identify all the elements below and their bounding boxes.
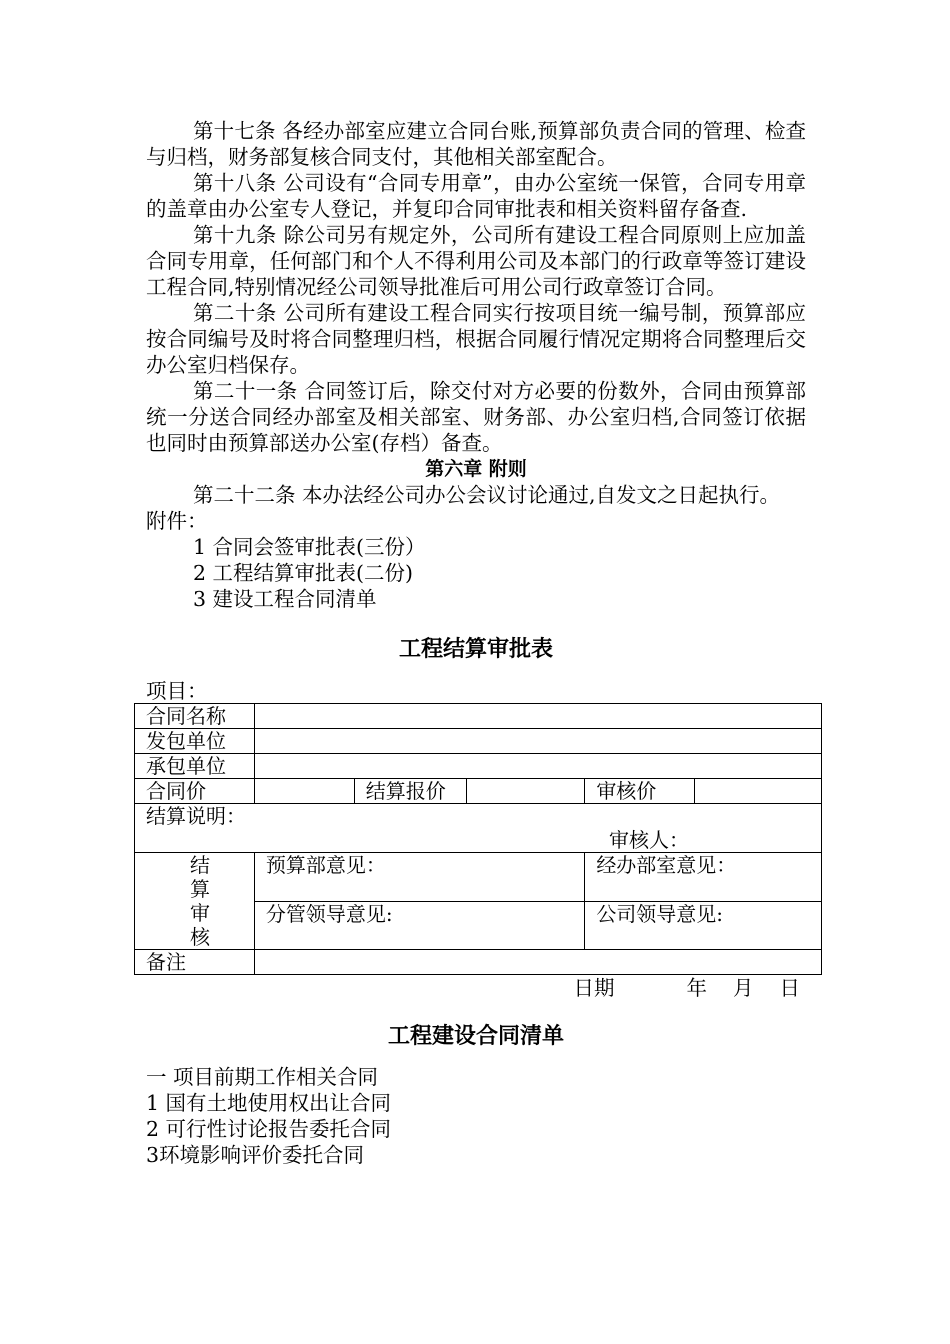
table-row: [135, 950, 822, 975]
date-line: [146, 975, 806, 1001]
project-label: 项目：: [146, 679, 208, 703]
contract-list-item: 3环境影响评价委托合同: [146, 1143, 365, 1167]
employer-value: [254, 729, 821, 754]
contract-list-section: 一 项目前期工作相关合同: [146, 1065, 379, 1089]
side-char: 审: [189, 901, 210, 925]
contract-list-title: 工程建设合同清单: [387, 1024, 564, 1049]
month-label: 月: [733, 976, 754, 1000]
table-row: [135, 853, 822, 902]
employer-label: 发包单位: [135, 729, 255, 754]
settlement-quote-label: 结算报价: [354, 779, 466, 804]
contract-price-label: 合同价: [135, 779, 255, 804]
contractor-value: [254, 754, 821, 779]
settlement-audit-side-label: [135, 853, 255, 950]
audit-price-value: [695, 779, 822, 804]
article-20: 第二十条 公司所有建设工程合同实行按项目统一编号制，预算部应按合同编号及时将合同整理归档，根据合同履行情况定期将合同整理后交办公室归档保存。: [146, 301, 806, 377]
attachment-item: 2 工程结算审批表(二份): [193, 561, 414, 585]
attachments-label: 附件：: [146, 509, 208, 533]
table-row: [135, 754, 822, 779]
article-19: 第十九条 除公司另有规定外，公司所有建设工程合同原则上应加盖合同专用章，任何部门和个人不得利用公司及本部门的行政章等签订建设工程合同,特别情况经公司领导批准后可用公司行政章签订合同。: [146, 223, 806, 299]
auditor-label: 审核人：: [609, 828, 689, 852]
table-row: [135, 779, 822, 804]
table-row: [135, 804, 822, 853]
article-21: 第二十一条 合同签订后，除交付对方必要的份数外，合同由预算部统一分送合同经办部室及相关部室、财务部、办公室归档,合同签订依据也同时由预算部送办公室(存档）备查。: [146, 379, 806, 455]
contract-list-item: 2 可行性讨论报告委托合同: [146, 1117, 392, 1141]
remarks-value: [254, 950, 821, 975]
attachment-item: 3 建设工程合同清单: [193, 587, 377, 611]
side-char: 结: [189, 853, 210, 877]
settlement-description-label: 结算说明：: [146, 804, 246, 828]
article-22: 第二十二条 本办法经公司办公会议讨论通过,自发文之日起执行。: [193, 483, 781, 507]
handling-dept-opinion-cell: 经办部室意见：: [585, 853, 822, 902]
document-page: [146, 118, 806, 1168]
article-18: 第十八条 公司设有“合同专用章”，由办公室统一保管，合同专用章的盖章由办公室专人登记，并复印合同审批表和相关资料留存备查.: [146, 171, 806, 221]
table-row: [135, 729, 822, 754]
table-row: [135, 704, 822, 729]
contract-name-label: 合同名称: [135, 704, 255, 729]
contractor-label: 承包单位: [135, 754, 255, 779]
contract-name-value: [254, 704, 821, 729]
day-label: 日: [779, 976, 800, 1000]
settlement-form-title: 工程结算审批表: [398, 637, 553, 662]
leader-in-charge-opinion-cell: 分管领导意见:: [254, 901, 584, 950]
attachment-item: 1 合同会签审批表(三份）: [193, 535, 426, 559]
contract-list-item: 1 国有土地使用权出让合同: [146, 1091, 392, 1115]
side-char: 核: [189, 925, 210, 949]
settlement-description-cell: [135, 804, 822, 853]
contract-price-value: [254, 779, 354, 804]
settlement-approval-table: [134, 703, 822, 975]
budget-opinion-cell: 预算部意见：: [254, 853, 584, 902]
side-char: 算: [189, 877, 210, 901]
chapter-6-heading: 第六章 附则: [425, 458, 527, 480]
settlement-quote-value: [467, 779, 585, 804]
company-leader-opinion-cell: 公司领导意见:: [585, 901, 822, 950]
date-label: 日期: [573, 976, 615, 1000]
year-label: 年: [686, 976, 707, 1000]
article-17: 第十七条 各经办部室应建立合同台账,预算部负责合同的管理、检查与归档，财务部复核合同支付，其他相关部室配合。: [146, 119, 806, 169]
remarks-label: 备注: [135, 950, 255, 975]
audit-price-label: 审核价: [585, 779, 695, 804]
